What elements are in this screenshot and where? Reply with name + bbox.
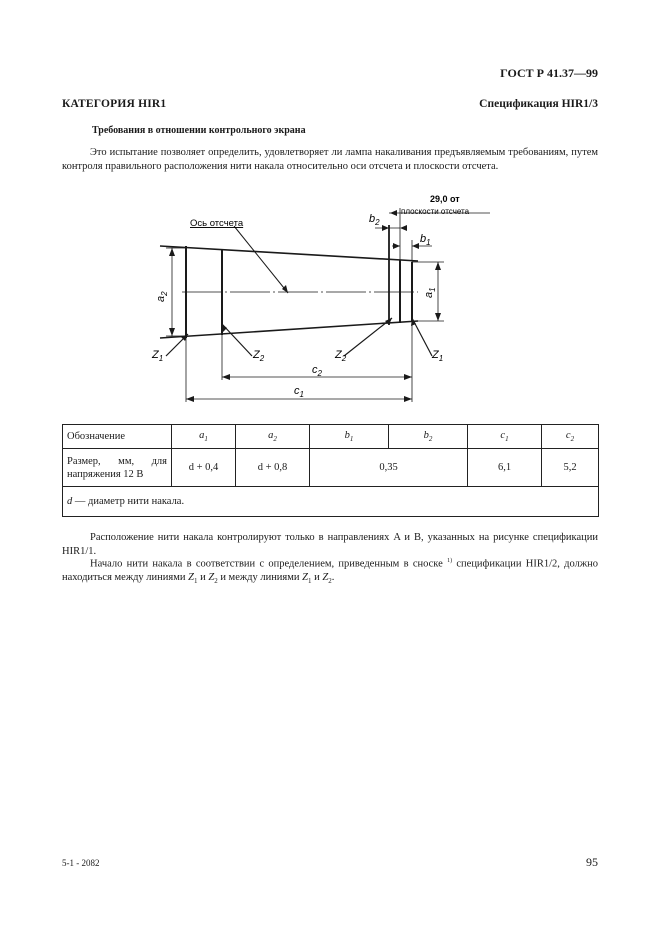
table-header-row	[63, 425, 599, 449]
value-b: 0,35	[310, 449, 468, 487]
axis-label: Ось отсчета	[190, 218, 244, 229]
intro-paragraph: Это испытание позволяет определить, удовлетворяет ли лампа накаливания предъявляемым требованиям, путем контроля правильного расположения нити накала относительно оси отсчета и плоскости отсчета.	[62, 147, 598, 172]
row-label: Размер, мм, для напряжения 12 В	[63, 449, 172, 487]
spec-heading: Спецификация HIR1/3	[479, 98, 598, 110]
ref-plane-label-2: плоскости отсчета	[401, 207, 470, 216]
header-a1: $a_1$	[172, 425, 236, 449]
ref-plane-label-1: 29,0 от	[430, 194, 460, 204]
label-z2-left: $Z_2$	[253, 349, 265, 363]
header-b2: $b_2$	[389, 425, 468, 449]
label-b1: $b_1$	[420, 233, 431, 247]
value-a2: d + 0,8	[236, 449, 310, 487]
para-filament-start: Начало нити накала в соответствии с определением, приведенным в сноске $^{1)}$ спецификации HIR1/2, должно находиться между линиями $Z_1$ и $Z_2$ и между линиями $Z_1$ и $Z_2$.	[62, 558, 598, 586]
table-row	[63, 449, 599, 487]
label-a1: $a_1$	[423, 287, 437, 298]
label-z1-right: $Z_1$	[432, 349, 444, 363]
standard-number: ГОСТ Р 41.37—99	[500, 66, 598, 80]
para-directions: Расположение нити накала контролируют только в направлениях A и B, указанных на рисунке спецификации HIR1/1.	[62, 532, 598, 557]
dimension-table	[62, 424, 599, 517]
filament-diagram	[0, 0, 661, 420]
print-code: 5-1 - 2082	[62, 858, 100, 868]
value-c2: 5,2	[542, 449, 599, 487]
header-b1: $b_1$	[310, 425, 389, 449]
value-a1: d + 0,4	[172, 449, 236, 487]
table-note: d — диаметр нити накала.	[63, 487, 599, 517]
label-b2: $b_2$	[369, 213, 380, 227]
table-note-row	[63, 487, 599, 517]
label-z1-left: $Z_1$	[152, 349, 164, 363]
envelope-top	[160, 246, 418, 261]
label-z2-right: $Z_2$	[335, 349, 347, 363]
label-c2: $c_2$	[312, 364, 322, 378]
envelope-bottom	[160, 321, 418, 338]
header-c2: $c_2$	[542, 425, 599, 449]
label-a2: $a_2$	[155, 291, 169, 302]
header-label: Обозначение	[63, 425, 172, 449]
page-number: 95	[586, 855, 598, 869]
header-a2: $a_2$	[236, 425, 310, 449]
label-c1: $c_1$	[294, 385, 304, 399]
header-c1: $c_1$	[468, 425, 542, 449]
category-heading: КАТЕГОРИЯ HIR1	[62, 98, 167, 110]
value-c1: 6,1	[468, 449, 542, 487]
section-title: Требования в отношении контрольного экрана	[92, 125, 306, 136]
